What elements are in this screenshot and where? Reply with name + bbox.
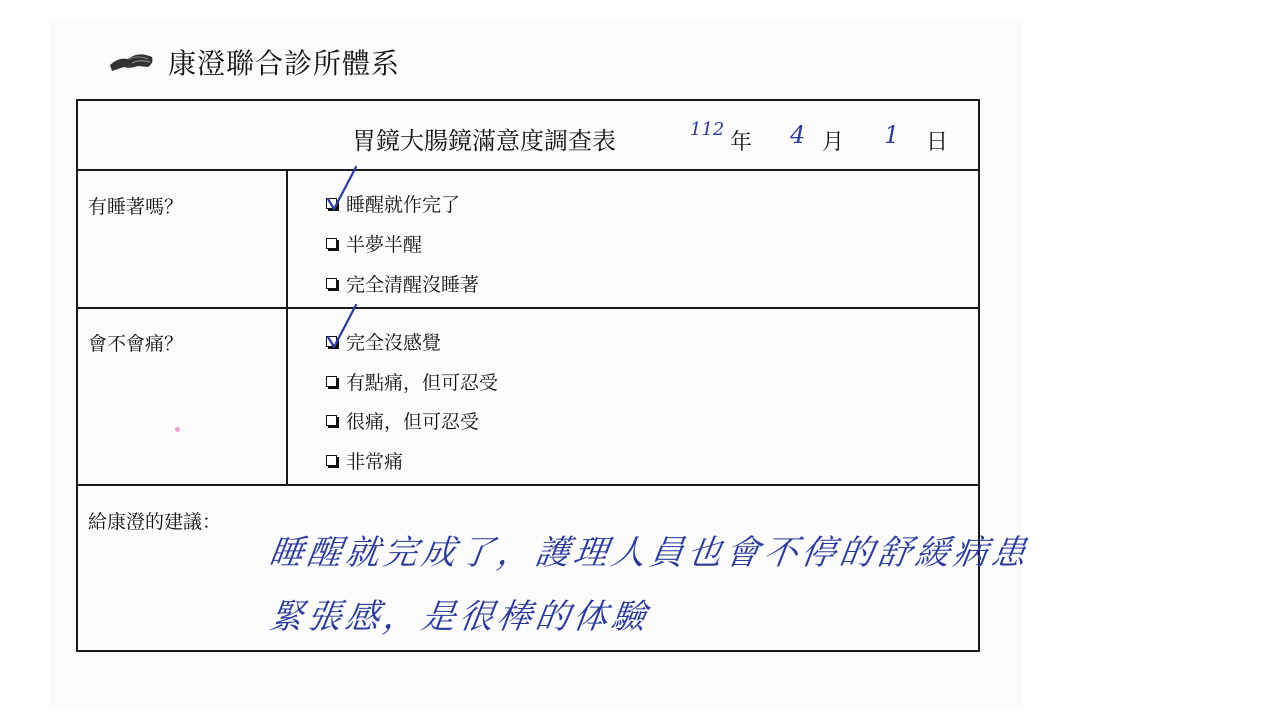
checkbox-icon[interactable] <box>326 455 337 466</box>
column-divider <box>286 171 288 486</box>
question-sleep-label: 有睡著嗎？ <box>88 196 184 218</box>
checkbox-icon[interactable] <box>326 238 337 249</box>
question-pain-label: 會不會痛？ <box>88 333 184 355</box>
option-label: 完全清醒沒睡著 <box>346 274 480 296</box>
option-pain-1[interactable] <box>326 368 498 395</box>
suggestion-handwritten-line-2: 緊張感，是很棒的体驗 <box>266 597 653 637</box>
option-pain-2[interactable] <box>326 407 479 434</box>
checkmark-icon <box>322 163 362 213</box>
checkmark-icon <box>322 301 362 351</box>
checkbox-icon[interactable] <box>326 415 337 426</box>
option-label: 半夢半醒 <box>346 234 423 256</box>
divider-q1 <box>78 307 978 309</box>
date-day-handwritten: 1 <box>884 121 900 149</box>
title-row <box>78 101 978 171</box>
option-label: 有點痛，但可忍受 <box>346 372 499 394</box>
option-label: 完全沒感覺 <box>346 332 442 354</box>
checkbox-icon[interactable] <box>326 278 337 289</box>
option-label: 非常痛 <box>346 451 404 473</box>
clinic-header <box>108 42 400 82</box>
ink-smudge <box>175 427 180 432</box>
divider-q2 <box>78 484 978 486</box>
option-sleep-1[interactable] <box>326 230 422 257</box>
option-sleep-2[interactable] <box>326 270 479 297</box>
clinic-name: 康澄聯合診所體系 <box>168 47 401 80</box>
form-title: 胃鏡大腸鏡滿意度調查表 <box>352 127 616 155</box>
option-label: 很痛，但可忍受 <box>346 411 480 433</box>
survey-form <box>76 99 1033 652</box>
checkbox-icon[interactable] <box>326 376 337 387</box>
bird-logo-icon <box>108 47 156 77</box>
date-day-unit: 日 <box>926 130 949 155</box>
suggestion-label: 給康澄的建議： <box>88 511 222 533</box>
date-year-unit: 年 <box>730 130 753 155</box>
date-month-unit: 月 <box>822 130 845 155</box>
divider-title <box>78 169 978 171</box>
date-year-handwritten: 112 <box>690 119 725 140</box>
suggestion-handwritten-line-1: 睡醒就完成了，護理人員也會不停的舒緩病患 <box>266 533 1033 573</box>
date-month-handwritten: 4 <box>790 121 806 149</box>
option-pain-3[interactable] <box>326 447 403 474</box>
option-label: 睡醒就作完了 <box>346 194 461 216</box>
